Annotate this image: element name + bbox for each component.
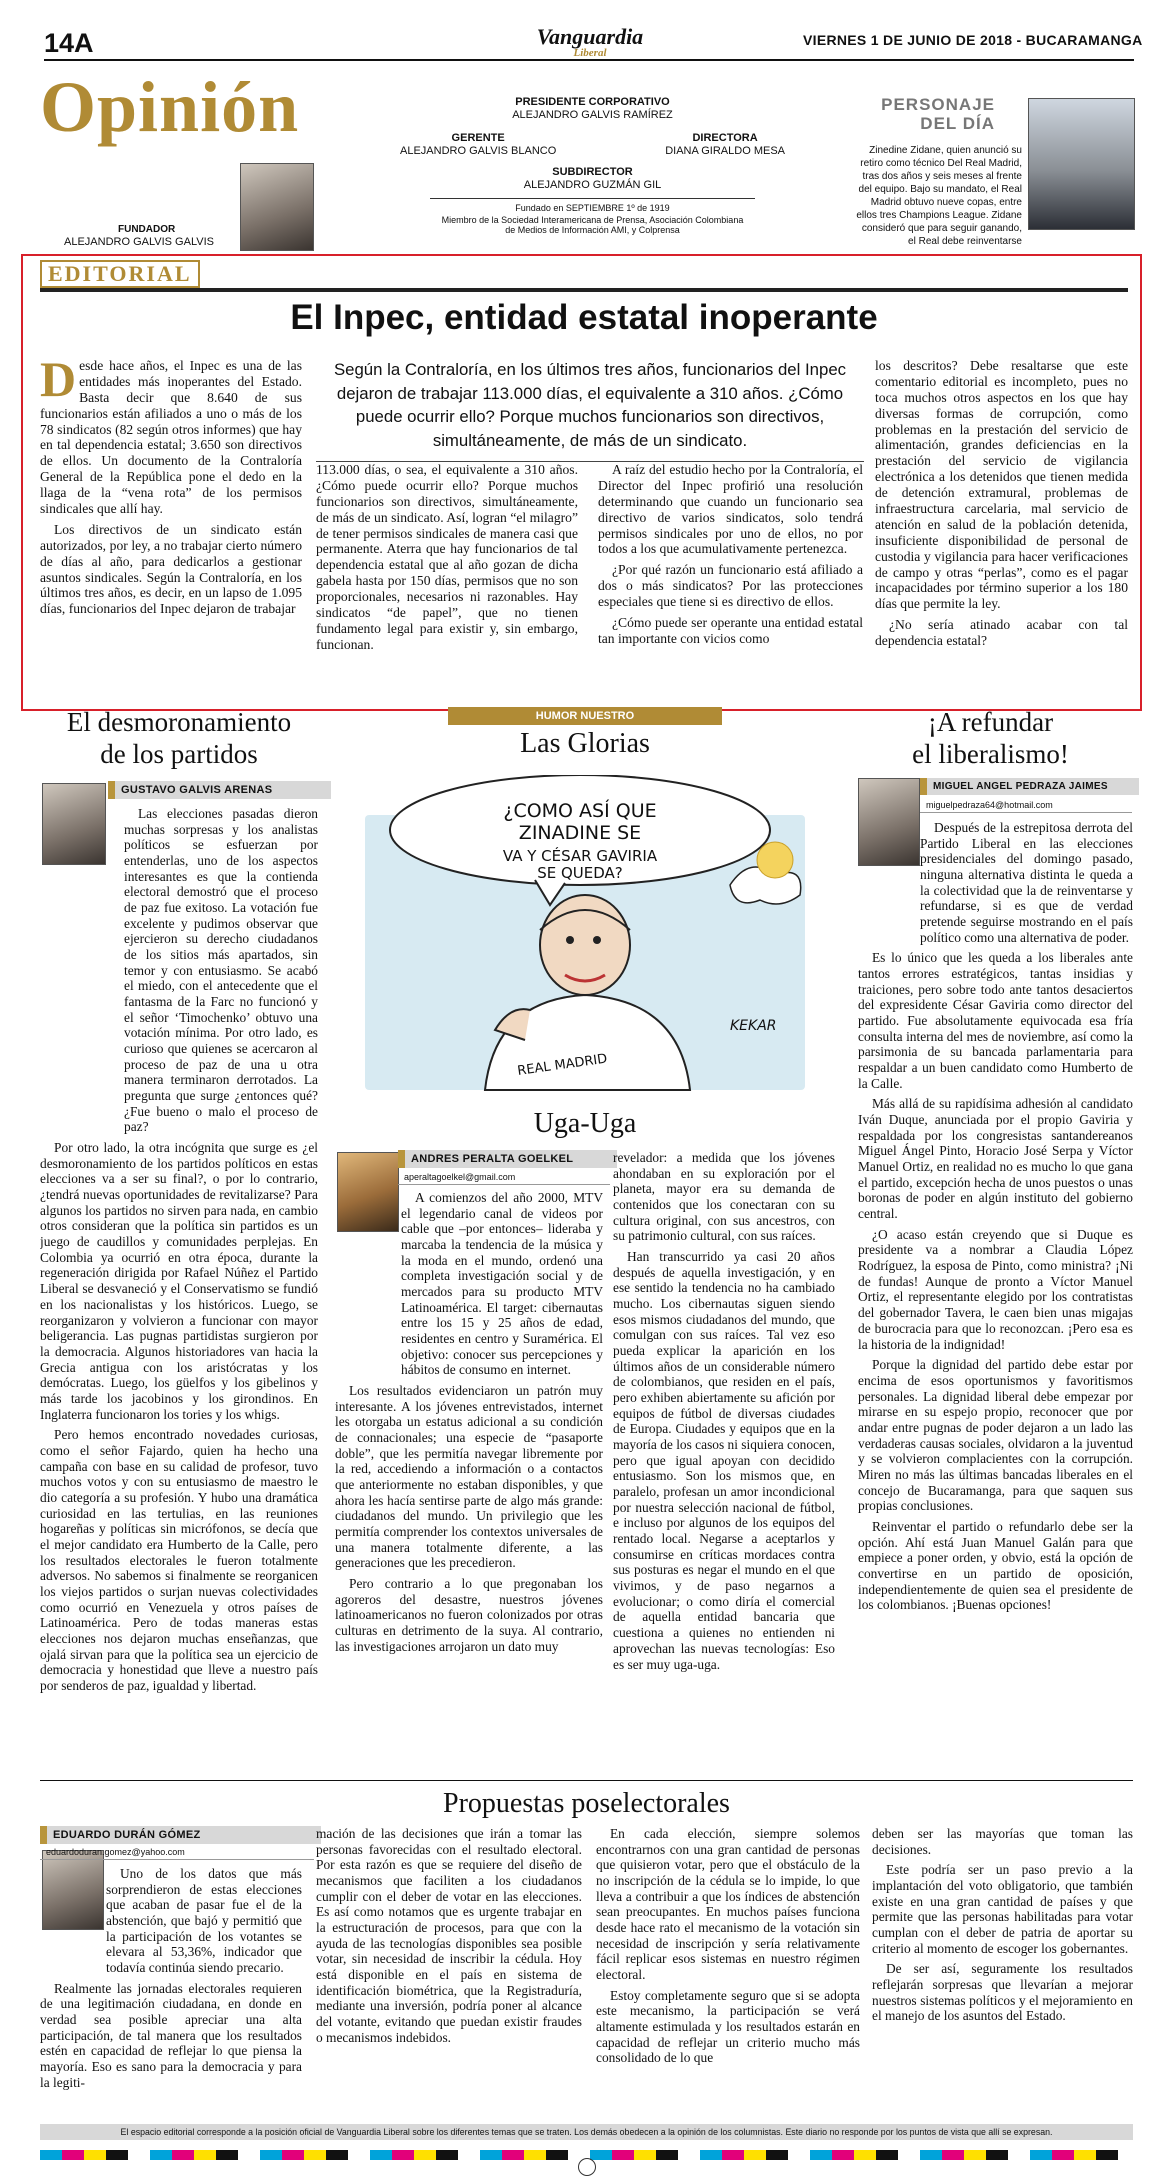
page-number: 14A [44, 28, 94, 58]
masthead [380, 96, 805, 235]
header-rule [44, 59, 1134, 61]
bottom-p1: Uno de los datos que más sorprendieron de estas elecciones que acaban de pasar fue el de la abstención, que bajó y permitió que la participación de los votantes se elevara al 53,36%, indicador que todavía continúa siendo precario. [106, 1866, 302, 1976]
personaje-title-1: PERSONAJE [881, 95, 995, 114]
left-p2: Por otro lado, la otra incógnita que surge es ¿el desmoronamiento de los partidos políticos en estas elecciones va a ser su final?, o por lo contrario, ¿tendrá nuevas oportunidades de revitalizarse? Para algunos los partidos no sirven para nada, en cambio otros consideran que la política sin partidos es un juego de caudillos y comunidades perplejas. En Colombia ya ocurrió en otra época, durante la regeneración dirigida por Rafael Núñez el Partido Liberal se desvaneció y el Conservatismo se fundió en los nacionalistas y los históricos. Luego, se reorganizaron y volvieron a funcionar con mayor beligerancia. Las pugnas partidistas surgieron por la democracia. Algunos historiadores van hacia la Grecia antigua con los aristócratas y los demócratas. Luego, los güelfos y los gibelinos y más tarde los jacobinos y los girondinos. En Inglaterra funcionaron los tories y los whigs. [40, 1140, 318, 1422]
founded-line: Fundado en SEPTIEMBRE 1º de 1919 [515, 203, 670, 213]
bubble-line-2: ZINADINE SE [518, 822, 642, 844]
editorial-col-1 [40, 358, 302, 698]
author-email-duran[interactable]: eduardoduran.gomez@yahoo.com [40, 1845, 314, 1860]
center-p5: Han transcurrido ya casi 20 años después de aquella investigación, y en ese sentido la tendencia no ha cambiado mucho. Los cibernautas siguen siendo esos mismos ciudadanos del mundo, que comulgan con sus raíces. Tal vez eso pueda explicar la aparición en los últimos años de un considerable número de colombianos, que residen en el país, pero exhiben abiertamente su afición por equipos de fútbol de diversas ciudades de Europa. Ciudades y equipos que en la mayoría de los casos ni siquiera conocen, pero que igual apoyan con decidido entusiasmo. Son los mismos que, en paralelo, profesan un amor incondicional por nuestra selección nacional de fútbol, e incluso por algunos de los equipos del rentado local. Negarse a aceptarlos y consumirse en críticas mordaces contra sus posturas es negar el mundo en el que vivimos, y de paso negarnos a evolucionar; o como diría el comercial de aquella entidad bancaria que cuestiona a quienes no entienden ni aprovechan las nuevas tecnologías: Eso es ser muy uga-uga. [613, 1249, 835, 1672]
newspaper-sub: Liberal [573, 47, 607, 59]
editorial-headline: El Inpec, entidad estatal inoperante [290, 298, 878, 337]
zidane-photo [1028, 98, 1135, 230]
cartoon [335, 775, 835, 1095]
president-title: PRESIDENTE CORPORATIVO [515, 96, 670, 108]
cartoon-drawing [335, 775, 835, 1095]
center-headline: Uga-Uga [533, 1108, 637, 1139]
center-p1: A comienzos del año 2000, MTV el legendario canal de videos por cable que –por entonces– lideraba y marcaba la tendencia de la música y la moda en el mundo, ordenó una completa investigación social y de mercados para su producto MTV Latinoamérica. El target: cibernautas entre los 15 y 25 años de edad, residentes en centro y Suramérica. El objetivo: conocer sus percepciones y hábitos de consumo en internet. [401, 1190, 603, 1378]
bottom-col-4 [872, 1826, 1133, 2121]
editorial-label: EDITORIAL [40, 260, 200, 288]
left-headline-2: de los partidos [100, 739, 258, 769]
author-byline-peralta: ANDRES PERALTA GOELKEL [398, 1150, 617, 1168]
bottom-top-rule [40, 1780, 1133, 1781]
right-p1: Después de la estrepitosa derrota del Partido Liberal en las elecciones presidenciales del domingo pasado, ninguna alternativa distinta le queda a la colectividad que la de reinventarse y refundarse, si es que de verdad pretende seguirse mostrando en el país político como una alternativa de poder. [920, 820, 1133, 945]
director-name: DIANA GIRALDO MESA [665, 145, 785, 157]
newspaper-logo [530, 26, 650, 58]
bottom-col-2 [316, 1826, 582, 2121]
left-headline-1: El desmoronamiento [66, 707, 292, 737]
editorial-rule [40, 288, 1128, 292]
cartoon-signature: KEKAR [730, 1018, 777, 1034]
editorial-p5: ¿Por qué razón un funcionario está afiliado a dos o más sindicatos? Por las protecciones especiales que tiene si es directivo de ellos. [598, 562, 863, 610]
editorial-p6: ¿Cómo puede ser operante una entidad estatal tan importante con vicios como [598, 615, 863, 646]
right-headline-1: ¡A refundar [927, 707, 1054, 737]
subdirector-name: ALEJANDRO GUZMÁN GIL [430, 179, 755, 199]
left-p1: Las elecciones pasadas dieron muchas sorpresas y los analistas políticos se esfuerzan por entenderlas, uno de los aspectos interesantes es que la contienda electoral demostró que el proceso de paz fue exitoso. La votación fue excelente y pudimos observar que ejercieron su derecho ciudadanos de los sitios más apartados, sin temor y con entusiasmo. Se acabó el miedo, con el antecedente que el fantasma de la Farc no funcionó y el señor ‘Timochenko’ obtuvo una votación mínima. Por otro lado, es curioso que quienes se acercaron al proceso de paz de una u otra manera terminaron derrotados. La pregunta que surge ¿entonces qué? ¿Fue bueno o malo el proceso de paz? [124, 806, 318, 1135]
member-line-2: de Medios de Información AMI, y Colprensa [505, 225, 680, 235]
right-headline-2: el liberalismo! [912, 739, 1069, 769]
center-p4: revelador: a medida que los jóvenes ahondaban en su exploración por el planeta, mayor era su demanda de contenidos que los conectaran con su cultura original, con sus ancestros, con su patrimonio cultural, con sus raíces. [613, 1150, 835, 1244]
bottom-headline: Propuestas poselectorales [443, 1788, 730, 1819]
personaje-title-2: DEL DÍA [920, 114, 995, 133]
center-col-2 [613, 1150, 835, 1772]
center-col-1 [335, 1190, 603, 1772]
editorial-p7: los descritos? Debe resaltarse que este comentario editorial es incompleto, pues no toca muchos otros aspectos en los que hay diversas formas de corrupción, como problemas en la prestación del servicio de alimentación, grandes deficiencias en la prestación del servicio de vigilancia electrónica a los detenidos que tienen medida de detención extramural, problemas de infraestructura carcelaria, mal servicio de atención en salud de la población detenida, insuficiente disponibilidad de personal de custodia y vigilancia para hacer verificaciones de campo y otras “perlas”, como es el pagar incapacidades por término superior a los 180 días que permite la ley. [875, 358, 1128, 612]
bottom-p6: deben ser las mayorías que toman las decisiones. [872, 1826, 1133, 1857]
bottom-p4: En cada elección, siempre solemos encontrarnos con una gran cantidad de personas que quisieron votar, pero que el obstáculo de la no inscripción de la cédula se lo impide, lo que lleva a contribuir a que los índices de abstención sean preocupantes. En muchos países funciona desde hace rato el mecanismo de la votación sin necesidad de inscripción y sería relativamente fácil replicar esos sistemas en nuestro régimen electoral. [596, 1826, 860, 1983]
director-title: DIRECTORA [692, 132, 758, 144]
personaje-title [880, 95, 995, 133]
personaje-text: Zinedine Zidane, quien anunció su retiro como técnico Del Real Madrid, tras dos años y seis meses al frente del equipo. Bajo su mandato, el Real Madrid obtuvo nueve copas, entre ellos tres Champions League. Zidane consideró que para seguir ganando, el Real debe reinventarse [856, 145, 1022, 247]
subdirector-title: SUBDIRECTOR [552, 166, 633, 178]
founder-photo [240, 163, 314, 251]
cartoon-shirt-text: REAL MADRID [516, 1051, 609, 1079]
bottom-col-1 [40, 1866, 302, 2121]
right-column-text [858, 820, 1133, 1772]
right-p5: Porque la dignidad del partido debe estar por encima de esos oportunismos y favoritismos personales. La dignidad liberal debe empezar por mirarse en su espejo propio, reconocer que por andar entre pugnas de poder dejaron a un lado las verdaderas causas sociales, olvidaron a la juventud y se volvieron complacientes con la corrupción. Miren no más las últimas bancadas liberales en el concejo de Bucaramanga, para que saquen sus propias conclusiones. [858, 1357, 1133, 1514]
author-byline-pedraza: MIGUEL ANGEL PEDRAZA JAIMES [920, 778, 1139, 795]
bubble-line-4: SE QUEDA? [537, 864, 623, 882]
bubble-line-3: VA Y CÉSAR GAVIRIA [502, 847, 658, 865]
author-email-pedraza[interactable]: miguelpedraza64@hotmail.com [920, 798, 1132, 813]
left-column-text [40, 806, 318, 1776]
footer-disclaimer: El espacio editorial corresponde a la posición oficial de Vanguardia Liberal sobre los diferentes temas que se traten. Los demás obedecen a la opinión de los columnistas. Este diario no responde por los puntos de vista que allí se expresan. [40, 2124, 1133, 2140]
right-p2: Es lo único que les queda a los liberales ante tantos errores estratégicos, tantas insidias y traiciones, pero sobre todo ante tantos desaciertos del expresidente César Gaviria como director del partido. Fue absolutamente equivocada esa fría consulta interna del mes de noviembre, así como la parsimonia de su bancada parlamentaria para respaldar a un buen candidato como Humberto de la Calle. [858, 950, 1133, 1091]
author-byline-duran: EDUARDO DURÁN GÓMEZ [40, 1826, 321, 1844]
left-headline [38, 706, 320, 770]
editorial-col-2 [316, 462, 578, 700]
humor-title: Las Glorias [520, 728, 650, 759]
founder-label: FUNDADOR [118, 224, 176, 235]
right-p3: Más allá de su rapidísima adhesión al candidato Iván Duque, anunciada por el propio Gaviria y respaldada por los congresistas santandereanos Miguel Ángel Pinto, Horacio José Serpa y Víctor Manuel Ortiz, en realidad no es mucho lo que gana el partido, excepción hecha de unos puestos o unas boronas de poder en algún instituto del gobierno central. [858, 1096, 1133, 1222]
bottom-p8: De ser así, seguramente los resultados reflejarán sorpresas que llevarían a mejorar nuestros sistemas políticos y el mejoramiento en el manejo de los asuntos del Estado. [872, 1961, 1133, 2024]
bottom-p7: Este podría ser un paso previo a la implantación del voto obligatorio, que también existe en una gran cantidad de países y que permite que las personas habilitadas para votar cumplan con el deber de patria de aportar su criterio al momento de escoger los gobernantes. [872, 1862, 1133, 1956]
manager-title: GERENTE [451, 132, 505, 144]
editorial-p4: A raíz del estudio hecho por la Contraloría, el Director del Inpec profirió una resolución determinando que cuando un funcionario sea directivo de varios sindicatos, solo tendrá permisos sindicales por uno de ellos, no por todos a los que acumulativamente pertenezca. [598, 462, 863, 557]
bottom-p5: Estoy completamente seguro que si se adopta este mecanismo, la participación se verá altamente estimulada y los resultados estarán en capacidad de reflejar un criterio mucho más consolidado de lo que [596, 1987, 860, 2066]
editorial-p8: ¿No sería atinado acabar con tal dependencia estatal? [875, 617, 1128, 649]
registration-mark-icon [578, 2158, 596, 2176]
editorial-col-3 [598, 462, 863, 700]
newspaper-name: Vanguardia [536, 24, 644, 49]
center-p2: Los resultados evidenciaron un patrón muy interesante. A los jóvenes entrevistados, internet les otorgaba un estatus adicional a su condición de connacionales; una especie de “pasaporte doble”, que les permitía navegar libremente por la red, accediendo a información o a contactos que anteriormente no estaban disponibles, y que ahora les hacía sentirse parte de algo más grande: ciudadanos del mundo. Un privilegio que les permitía comprender los contextos universales de una manera totalmente diferente, a las generaciones que les precedieron. [335, 1383, 603, 1571]
bottom-p2: Realmente las jornadas electorales requieren de una legitimación ciudadana, en donde en verdad sea posible apreciar una alta participación, de tal manera que los resultados estén en capacidad de reflejar lo que piensa la mayoría. Eso es sano para la democracia y para la legiti- [40, 1980, 302, 2090]
bubble-line-1: ¿COMO ASÍ QUE [503, 800, 657, 822]
founder-name: ALEJANDRO GALVIS GALVIS [64, 236, 214, 248]
editorial-p3: 113.000 días, o sea, el equivalente a 310 años. ¿Cómo puede ocurrir ello? Porque muchos funcionarios son directivos, simultáneamente, de más de un sindicato. Así, logran “el milagro” de tener permisos sindicales de manera casi que permanente. Aterra que hay funcionarios de tal dependencia estatal que al año gozan de dicha gabela hasta por 150 días, permisos que no son proporcionales, necesarios ni razonables. Hay sindicatos “de papel”, que no tienen fundamento legal para existir y, sin embargo, funcionan. [316, 462, 578, 652]
bottom-col-3 [596, 1826, 860, 2121]
section-title: Opinión [40, 67, 300, 147]
drop-cap: D [40, 358, 77, 407]
president-name: ALEJANDRO GALVIS RAMÍREZ [512, 109, 673, 121]
right-p6: Reinventar el partido o refundarlo debe ser la opción. Ahí está Juan Manuel Galán para que empiece a poner orden, y obvio, está la opción de convertirse en un partido de oposición, independientemente de quien sea el presidente de los colombianos. ¡Buenas opciones! [858, 1518, 1133, 1613]
author-byline-galvis: GUSTAVO GALVIS ARENAS [108, 781, 331, 799]
left-p3: Pero hemos encontrado novedades curiosas, como el señor Fajardo, quien ha hecho una campaña con base en su calidad de profesor, tuvo muchos votos y con su entusiasmo de maestro le dio categoría a su profesión. Y hubo una dramática curiosidad en las tertulias, en las reuniones hogareñas y políticas sin micrófonos, se decía que el mejor candidato era Humberto de la Calle, pero los resultados electorales le fueron totalmente adversos. No sabemos si finalmente se reorganicen los viejos partidos o surjan nuevas colectividades como ocurrió en Venezuela y otros países de Latinoamérica. Pero de todas maneras estas elecciones nos dejaron muchas enseñanzas, que ojalá sirvan para que la política sea un ejercicio de democracia y honestidad que lleve a nuestro país por senderos de paz, igualdad y libertad. [40, 1427, 318, 1693]
manager-name: ALEJANDRO GALVIS BLANCO [400, 145, 557, 157]
editorial-p2: Los directivos de un sindicato están autorizados, por ley, a no trabajar cierto número de días al año, para dedicarlos a gestionar asuntos sindicales. Según la Contraloría, en los últimos tres años, es decir, en un lapso de 1.095 días, funcionarios del Inpec dejaron de trabajar [40, 521, 302, 617]
editorial-col-4 [875, 358, 1128, 698]
right-p4: ¿O acaso están creyendo que si Duque es presidente va a nombrar a Claudia López Rodríguez, la esposa de Pinto, como ministra? ¡Ni de fundas! Aunque de pronto a Víctor Manuel Ortiz, el representante elegido por los contratistas del gobernador Tavera, le caen bien unas migajas de burocracia para que lo reconozcan. ¡Pero esa es la historia de la indignidad! [858, 1226, 1133, 1352]
editorial-p1: esde hace años, el Inpec es una de las entidades más inoperantes del Estado. Basta decir que 8.640 de sus funcionarios están afiliados a uno o más de los 78 sindicatos (82 según otros informes) que hay en tal dependencia estatal; 3.650 son directivos de ellos. Un documento de la Contraloría General de la República pone el dedo en la llaga de la “vena rota” de los permisos sindicales que allí hay. [40, 358, 302, 517]
right-headline [848, 706, 1133, 770]
humor-label: HUMOR NUESTRO [448, 707, 722, 725]
author-email-peralta[interactable]: aperaltagoelkel@gmail.com [398, 1170, 610, 1185]
date-line: VIERNES 1 DE JUNIO DE 2018 - BUCARAMANGA [803, 32, 1143, 48]
member-line-1: Miembro de la Sociedad Interamericana de Prensa, Asociación Colombiana [441, 215, 744, 225]
bottom-p3: mación de las decisiones que irán a tomar las personas favorecidas con el resultado electoral. Por esta razón es que se requiere del diseño de mecanismos que faciliten a los ciudadanos cumplir con el deber de votar en las elecciones. Es así como notamos que es urgente trabajar en la estructuración de procesos, para que con la ayuda de las tecnologías disponibles sea posible votar, sin necesidad de inscribir la cédula. Hoy está disponible en el país en sistema de identificación biométrica, que la Registraduría, mediante una inversión, podría poner al alcance del votante, evitando que puedan existir fraudes o mecanismos indebidos. [316, 1826, 582, 2045]
center-p3: Pero contrario a lo que pregonaban los agoreros del desastre, nuestros jóvenes latinoamericanos no fueron colonizados por otras culturas en detrimento de la suya. Al contrario, las investigaciones arrojaron un dato muy [335, 1576, 603, 1654]
editorial-pullquote: Según la Contraloría, en los últimos tres años, funcionarios del Inpec dejaron de trabajar 113.000 días, el equivalente a 310 años. ¿Cómo puede ocurrir ello? Porque muchos funcionarios son directivos, simultáneamente, de más de un sindicato. [316, 358, 864, 462]
